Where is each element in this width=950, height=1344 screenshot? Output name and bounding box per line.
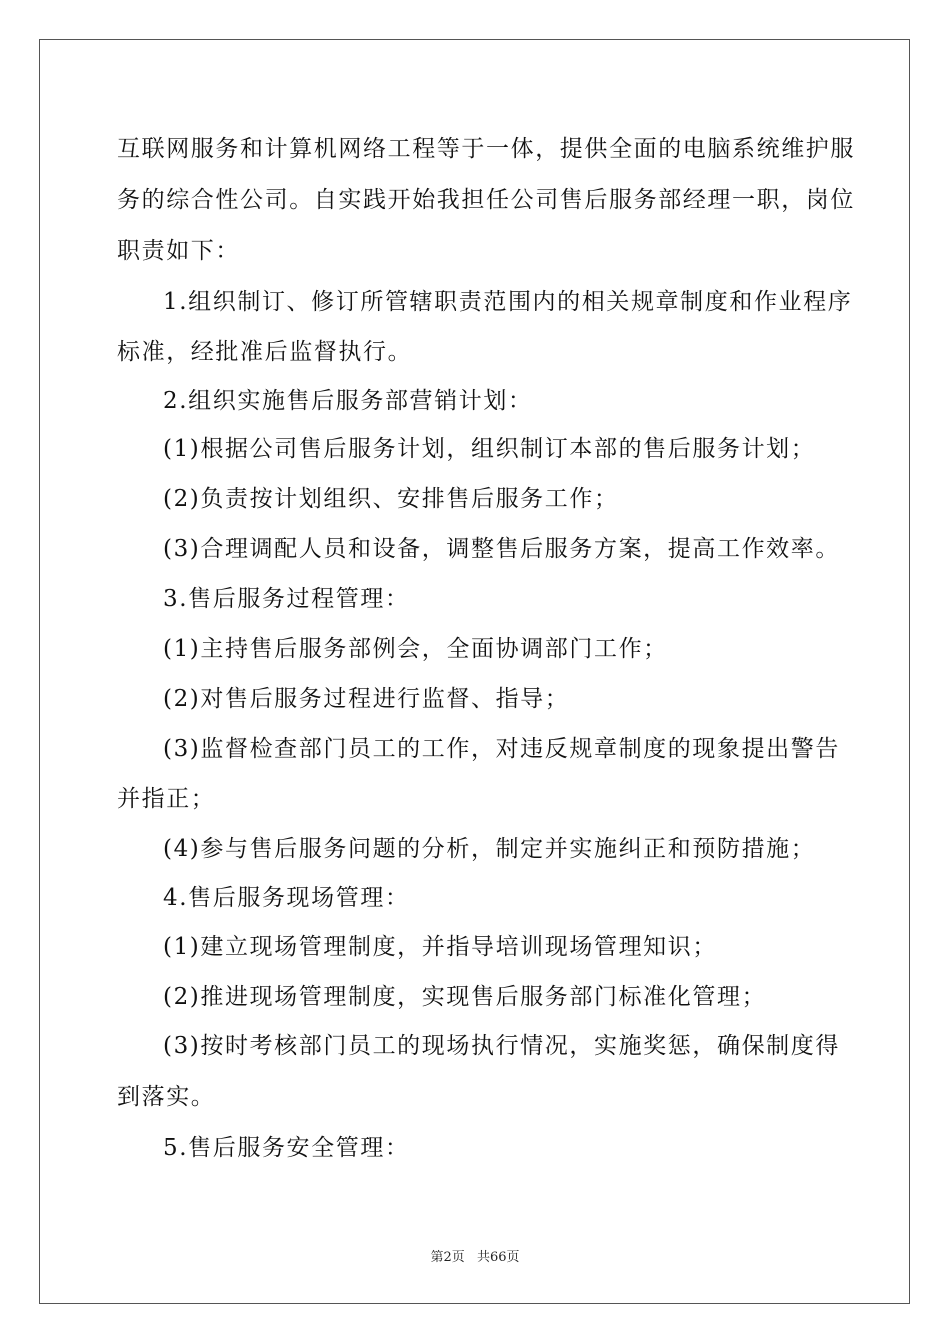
page-number: 第2页 xyxy=(430,1250,465,1265)
paragraph-line: 务的综合性公司。自实践开始我担任公司售后服务部经理一职，岗位 xyxy=(117,187,855,213)
paragraph-line: 5.售后服务安全管理： xyxy=(163,1135,410,1161)
paragraph-line: 职责如下： xyxy=(117,238,240,264)
page-total: 共66页 xyxy=(476,1250,520,1265)
paragraph-line: 到落实。 xyxy=(117,1084,216,1110)
paragraph-line: (2)推进现场管理制度，实现售后服务部门标准化管理； xyxy=(163,984,767,1010)
page-border xyxy=(39,39,910,1304)
paragraph-line: (3)合理调配人员和设备，调整售后服务方案，提高工作效率。 xyxy=(163,536,840,562)
paragraph-line: 标准，经批准后监督执行。 xyxy=(117,339,413,365)
paragraph-line: 2.组织实施售后服务部营销计划： xyxy=(163,388,533,414)
paragraph-line: (4)参与售后服务问题的分析，制定并实施纠正和预防措施； xyxy=(163,836,816,862)
paragraph-line: (3)按时考核部门员工的现场执行情况，实施奖惩，确保制度得 xyxy=(163,1033,840,1059)
paragraph-line: (1)主持售后服务部例会，全面协调部门工作； xyxy=(163,636,668,662)
paragraph-line: 3.售后服务过程管理： xyxy=(163,586,410,612)
paragraph-line: 互联网服务和计算机网络工程等于一体，提供全面的电脑系统维护服 xyxy=(117,136,855,162)
paragraph-line: (1)根据公司售后服务计划，组织制订本部的售后服务计划； xyxy=(163,436,816,462)
paragraph-line: (2)负责按计划组织、安排售后服务工作； xyxy=(163,486,619,512)
paragraph-line: (2)对售后服务过程进行监督、指导； xyxy=(163,686,570,712)
paragraph-line: (3)监督检查部门员工的工作，对违反规章制度的现象提出警告 xyxy=(163,736,840,762)
paragraph-line: 并指正； xyxy=(117,786,216,812)
page-footer xyxy=(0,1246,950,1265)
paragraph-line: 1.组织制订、修订所管辖职责范围内的相关规章制度和作业程序 xyxy=(163,289,853,315)
paragraph-line: 4.售后服务现场管理： xyxy=(163,885,410,911)
paragraph-line: (1)建立现场管理制度，并指导培训现场管理知识； xyxy=(163,934,717,960)
